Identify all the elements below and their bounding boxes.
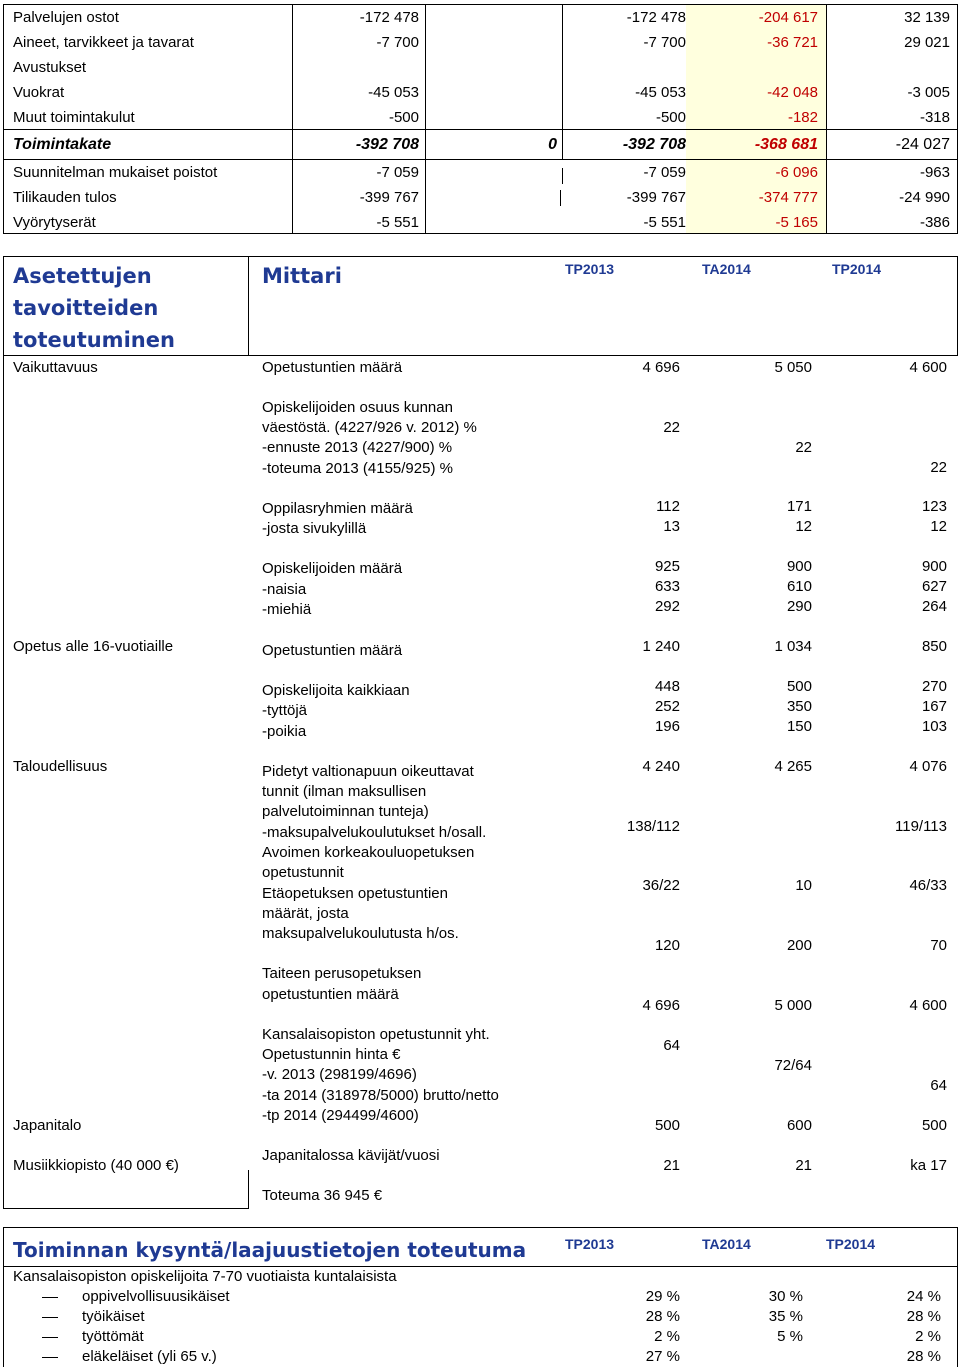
demand-col-tp2013: TP2013 — [565, 1236, 615, 1252]
financial-cell: -24 027 — [895, 136, 950, 153]
financial-cell: -392 708 — [355, 136, 419, 153]
goal-value-tp14: 270 — [921, 678, 947, 695]
goal-category: Musiikkiopisto (40 000 €) — [13, 1157, 179, 1174]
financial-row-label: Toimintakate — [13, 136, 112, 153]
goal-measure: maksupalvelukoulutusta h/os. — [262, 925, 459, 942]
goal-value-ta14: 900 — [786, 558, 812, 575]
goal-value-tp13: 925 — [654, 558, 680, 575]
goal-value-tp13: 13 — [663, 518, 680, 535]
goal-measure: -v. 2013 (298199/4696) — [262, 1066, 417, 1083]
financial-cell: -172 478 — [359, 9, 419, 26]
financial-row-label: Suunnitelman mukaiset poistot — [13, 164, 218, 181]
financial-cell: -204 617 — [758, 9, 818, 26]
goal-measure: Pidetyt valtionapuun oikeuttavat — [262, 763, 474, 780]
goal-value-tp13: 36/22 — [642, 877, 680, 894]
goal-value-tp13: 21 — [663, 1157, 680, 1174]
demand-value-tp14: 28 % — [906, 1308, 941, 1325]
goal-value-tp14: 850 — [921, 638, 947, 655]
financial-cell: -36 721 — [767, 34, 818, 51]
goal-value-tp14: 119/113 — [895, 818, 947, 835]
dash-bullet — [42, 1357, 58, 1358]
demand-value-ta14: 35 % — [768, 1308, 803, 1325]
goal-value-tp14: 4 600 — [909, 359, 947, 376]
demand-value-tp13: 2 % — [654, 1328, 680, 1345]
goal-value-ta14: 600 — [786, 1117, 812, 1134]
goal-value-ta14: 21 — [795, 1157, 812, 1174]
goal-value-ta14: 1 034 — [774, 638, 812, 655]
goal-measure: Opetustuntien määrä — [262, 642, 403, 659]
goal-measure: -naisia — [262, 581, 307, 598]
financial-cell: -5 551 — [643, 214, 686, 231]
financial-cell: -5 551 — [376, 214, 419, 231]
goal-value-tp13: 1 240 — [642, 638, 680, 655]
financial-cell: -399 767 — [359, 189, 419, 206]
financial-cell: -500 — [655, 109, 686, 126]
demand-subtitle: Kansalaisopiston opiskelijoita 7-70 vuotiaista kuntalaisista — [13, 1268, 397, 1285]
goal-measure: Opetustunnin hinta € — [262, 1046, 401, 1063]
goal-measure: -miehiä — [262, 601, 312, 618]
goal-value-tp14: 4 076 — [909, 758, 947, 775]
goal-value-ta14: 4 265 — [774, 758, 812, 775]
goal-value-ta14: 171 — [786, 498, 812, 515]
goal-measure: Kansalaisopiston opetustunnit yht. — [262, 1026, 490, 1043]
goal-value-ta14: 12 — [795, 518, 812, 535]
goal-value-tp14: 22 — [930, 459, 947, 476]
goal-value-ta14: 290 — [786, 598, 812, 615]
goal-value-tp13: 633 — [654, 578, 680, 595]
financial-cell: -368 681 — [754, 136, 818, 153]
financial-row-label: Avustukset — [13, 59, 87, 76]
goals-title-line-3: toteutuminen — [13, 328, 175, 352]
goal-value-ta14: 200 — [786, 937, 812, 954]
financial-cell: 0 — [548, 136, 557, 153]
goal-value-tp13: 4 696 — [642, 359, 680, 376]
goals-title-line-2: tavoitteiden — [13, 296, 159, 320]
goal-value-tp14: 500 — [921, 1117, 947, 1134]
demand-value-tp14: 28 % — [906, 1348, 941, 1365]
goal-measure: Avoimen korkeakouluopetuksen — [262, 844, 475, 861]
financial-cell: -392 708 — [622, 136, 686, 153]
goal-measure: Etäopetuksen opetustuntien — [262, 885, 448, 902]
goal-category: Japanitalo — [13, 1117, 82, 1134]
table-rule — [3, 129, 958, 130]
financial-row-label: Vyörytyserät — [13, 214, 96, 231]
financial-cell: -7 700 — [643, 34, 686, 51]
demand-col-ta2014: TA2014 — [702, 1236, 751, 1252]
goal-measure: Taiteen perusopetuksen — [262, 965, 422, 982]
demand-value-ta14: 5 % — [777, 1328, 803, 1345]
table-rule — [3, 159, 958, 160]
demand-row-label: eläkeläiset (yli 65 v.) — [82, 1348, 217, 1365]
goal-value-tp13: 112 — [656, 498, 680, 515]
dash-bullet — [42, 1317, 58, 1318]
goal-measure: tunnit (ilman maksullisen — [262, 783, 427, 800]
financial-cell: -318 — [919, 109, 950, 126]
financial-cell: -3 005 — [907, 84, 950, 101]
goal-measure: Opiskelijoiden osuus kunnan — [262, 399, 453, 416]
goal-measure: Opetustuntien määrä — [262, 359, 403, 376]
demand-row-label: työttömät — [82, 1328, 144, 1345]
demand-row-label: työikäiset — [82, 1308, 145, 1325]
goal-value-tp13: 292 — [654, 598, 680, 615]
demand-row-label: oppivelvollisuusikäiset — [82, 1288, 230, 1305]
financial-cell: -45 053 — [635, 84, 686, 101]
goal-value-tp13: 448 — [654, 678, 680, 695]
table-rule — [425, 4, 426, 234]
goal-value-tp14: 4 600 — [909, 997, 947, 1014]
goal-measure: -ta 2014 (318978/5000) brutto/netto — [262, 1087, 499, 1104]
goal-measure: opetustuntien määrä — [262, 986, 399, 1003]
financial-cell: 29 021 — [904, 34, 950, 51]
goals-col-ta2014: TA2014 — [702, 261, 751, 277]
goal-value-ta14: 22 — [795, 439, 812, 456]
financial-row-label: Palvelujen ostot — [13, 9, 119, 26]
goal-value-tp13: 4 696 — [642, 997, 680, 1014]
demand-value-tp13: 28 % — [645, 1308, 680, 1325]
financial-cell: -386 — [919, 214, 950, 231]
goals-col-tp2014: TP2014 — [832, 261, 882, 277]
goal-value-ta14: 500 — [786, 678, 812, 695]
financial-row-label: Vuokrat — [13, 84, 65, 101]
table-rule — [957, 4, 958, 234]
goal-measure: palvelutoiminnan tunteja) — [262, 803, 429, 820]
goal-category: Vaikuttavuus — [13, 359, 98, 376]
goal-value-tp13: 22 — [663, 419, 680, 436]
goal-value-tp13: 252 — [654, 698, 680, 715]
goal-value-tp13: 4 240 — [642, 758, 680, 775]
financial-cell: -7 700 — [376, 34, 419, 51]
goal-value-tp14: 103 — [921, 718, 947, 735]
goal-value-tp13: 500 — [654, 1117, 680, 1134]
goal-value-tp13: 120 — [654, 937, 680, 954]
goal-value-ta14: 5 000 — [774, 997, 812, 1014]
demand-value-tp14: 24 % — [906, 1288, 941, 1305]
goal-measure: -tyttöjä — [262, 702, 308, 719]
financial-cell: -963 — [919, 164, 950, 181]
goal-value-tp14: 64 — [930, 1077, 947, 1094]
goal-measure: -ennuste 2013 (4227/900) % — [262, 439, 453, 456]
demand-value-tp14: 2 % — [915, 1328, 941, 1345]
goal-value-tp14: 12 — [930, 518, 947, 535]
dash-bullet — [42, 1337, 58, 1338]
goal-measure: opetustunnit — [262, 864, 344, 881]
financial-cell: -172 478 — [626, 9, 686, 26]
financial-cell: -374 777 — [758, 189, 818, 206]
dash-bullet — [42, 1297, 58, 1298]
goal-value-tp14: 900 — [921, 558, 947, 575]
financial-cell: -7 059 — [376, 164, 419, 181]
goals-title-line-1: Asetettujen — [13, 264, 152, 288]
financial-cell: -6 096 — [775, 164, 818, 181]
goal-measure: Oppilasryhmien määrä — [262, 500, 413, 517]
financial-cell: -500 — [388, 109, 419, 126]
goal-measure: Japanitalossa kävijät/vuosi — [262, 1147, 440, 1164]
goal-measure: -josta sivukylillä — [262, 520, 367, 537]
mittari-heading: Mittari — [262, 264, 342, 288]
goal-measure: -maksupalvelukoulutukset h/osall. — [262, 824, 487, 841]
financial-row-label: Aineet, tarvikkeet ja tavarat — [13, 34, 194, 51]
goal-value-tp14: 264 — [921, 598, 947, 615]
demand-value-tp13: 29 % — [645, 1288, 680, 1305]
financial-cell: -399 767 — [626, 189, 686, 206]
goal-category: Taloudellisuus — [13, 758, 108, 775]
goal-measure: -toteuma 2013 (4155/925) % — [262, 460, 453, 477]
financial-cell: -42 048 — [767, 84, 818, 101]
demand-title: Toiminnan kysyntä/laajuustietojen toteutuma — [13, 1238, 527, 1262]
financial-cell: -45 053 — [368, 84, 419, 101]
financial-row-label: Tilikauden tulos — [13, 189, 117, 206]
goal-measure: Opiskelijoiden määrä — [262, 560, 403, 577]
goals-col-tp2013: TP2013 — [565, 261, 615, 277]
goal-value-tp13: 64 — [663, 1037, 680, 1054]
demand-value-tp13: 27 % — [645, 1348, 680, 1365]
goal-value-tp14: 167 — [921, 698, 947, 715]
goal-measure: -tp 2014 (294499/4600) — [262, 1107, 419, 1124]
demand-col-tp2014: TP2014 — [826, 1236, 876, 1252]
table-rule — [3, 4, 958, 5]
goal-value-tp14: 70 — [930, 937, 947, 954]
goal-value-ta14: 150 — [786, 718, 812, 735]
goal-value-ta14: 350 — [786, 698, 812, 715]
goal-value-ta14: 610 — [786, 578, 812, 595]
financial-cell: -7 059 — [643, 164, 686, 181]
financial-cell: -24 990 — [899, 189, 950, 206]
goal-measure: väestöstä. (4227/926 v. 2012) % — [262, 419, 477, 436]
goal-value-ta14: 72/64 — [774, 1057, 812, 1074]
goal-value-tp14: 123 — [921, 498, 947, 515]
goal-value-tp14: ka 17 — [910, 1157, 947, 1174]
table-rule — [3, 233, 958, 234]
goal-value-ta14: 5 050 — [774, 359, 812, 376]
financial-cell: -182 — [787, 109, 818, 126]
goal-value-ta14: 10 — [795, 877, 812, 894]
goal-measure: Toteuma 36 945 € — [262, 1187, 383, 1204]
goal-value-tp14: 46/33 — [909, 877, 947, 894]
table-rule — [3, 4, 4, 234]
demand-value-ta14: 30 % — [768, 1288, 803, 1305]
goal-value-tp14: 627 — [921, 578, 947, 595]
goal-measure: Opiskelijoita kaikkiaan — [262, 682, 410, 699]
goal-value-tp13: 196 — [654, 718, 680, 735]
financial-cell: 32 139 — [904, 9, 950, 26]
goal-value-tp13: 138/112 — [626, 818, 680, 835]
financial-cell: -5 165 — [775, 214, 818, 231]
goal-measure: -poikia — [262, 723, 307, 740]
goal-measure: määrät, josta — [262, 905, 349, 922]
financial-row-label: Muut toimintakulut — [13, 109, 135, 126]
goal-category: Opetus alle 16-vuotiaille — [13, 638, 174, 655]
